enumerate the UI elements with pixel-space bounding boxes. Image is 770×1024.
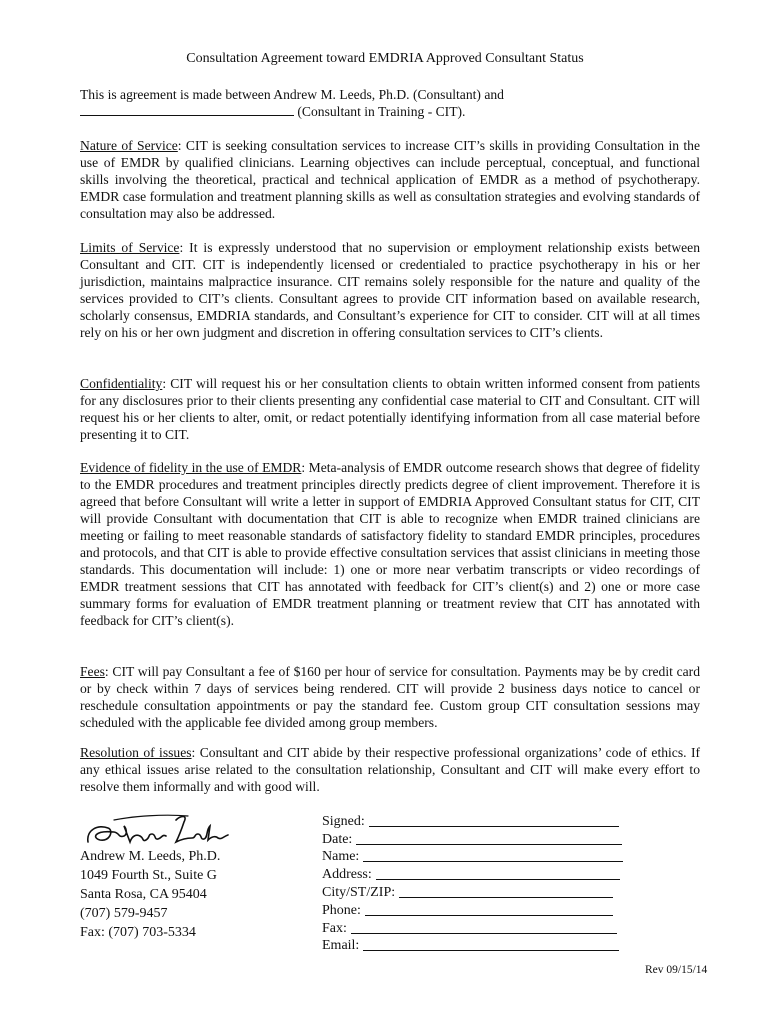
date-field[interactable] <box>356 833 622 845</box>
intro-paragraph <box>80 86 700 120</box>
consultant-contact-block <box>80 848 310 943</box>
signed-field[interactable] <box>369 815 619 827</box>
intro-line-2: (Consultant in Training - CIT). <box>297 104 466 119</box>
form-row-fax <box>322 919 642 937</box>
section-fees <box>80 663 700 731</box>
form-row-email <box>322 937 642 955</box>
section-body: : Consultant and CIT abide by their respective professional organizations’ code of ethics. If any ethical issues arise related to the consultation relationship, Consultant and CIT will make every effort to resolve them informally and with good will. <box>80 745 700 794</box>
form-label: Address: <box>322 867 372 883</box>
section-heading: Resolution of issues <box>80 745 192 760</box>
section-heading: Evidence of fidelity in the use of EMDR <box>80 460 302 475</box>
form-row-signed <box>322 812 642 830</box>
form-label: City/ST/ZIP: <box>322 884 396 900</box>
fax-field[interactable] <box>351 922 617 934</box>
consultant-fax: Fax: (707) 703-5334 <box>80 925 196 940</box>
form-label: Phone: <box>322 902 361 918</box>
form-row-city-st-zip <box>322 883 642 901</box>
section-body: : CIT will pay Consultant a fee of $160 per hour of service for consultation. Payments may be by credit card or by check within 7 days of services being rendered. CIT will provide 2 business days notice to cancel or reschedule consultation appointments or pay the standard fee. Custom group CIT consultation sessions may scheduled with the applicable fee divided among group members. <box>80 664 700 730</box>
address-field[interactable] <box>376 868 620 880</box>
section-confidentiality <box>80 375 700 443</box>
revision-date: Rev 09/15/14 <box>645 964 708 976</box>
cit-signature-form <box>322 812 642 954</box>
name-field[interactable] <box>363 850 623 862</box>
consultant-street: 1049 Fourth St., Suite G <box>80 868 217 883</box>
section-nature-of-service <box>80 137 700 222</box>
consultant-phone: (707) 579-9457 <box>80 906 168 921</box>
section-evidence-of-fidelity <box>80 459 700 629</box>
form-label: Name: <box>322 849 360 865</box>
section-heading: Confidentiality <box>80 376 163 391</box>
form-label: Signed: <box>322 813 365 829</box>
form-row-name <box>322 848 642 866</box>
cit-name-blank <box>80 103 294 116</box>
form-row-phone <box>322 901 642 919</box>
section-limits-of-service <box>80 239 700 341</box>
section-heading: Limits of Service <box>80 240 180 255</box>
consultant-city: Santa Rosa, CA 95404 <box>80 887 207 902</box>
section-heading: Nature of Service <box>80 138 178 153</box>
document-title: Consultation Agreement toward EMDRIA Approved Consultant Status <box>186 51 584 66</box>
phone-field[interactable] <box>365 904 613 916</box>
section-body: : It is expressly understood that no supervision or employment relationship exists between Consultant and CIT. CIT is independently licensed or credentialed to practice psychotherapy in his or her jurisdiction, maintains malpractice insurance. CIT remains solely responsible for the nature and quality of the services provided to CIT’s clients. Consultant agrees to provide CIT information based on available research, scholarly consensus, EMDRIA standards, and Consultant’s experience for CIT to consider. CIT will at all times rely on his or her own judgment and discretion in offering consultation services to CIT’s clients. <box>80 240 700 340</box>
form-label: Email: <box>322 938 360 954</box>
form-label: Date: <box>322 831 353 847</box>
section-body: : CIT is seeking consultation services to increase CIT’s skills in providing Consultation in the use of EMDR by qualified clinicians. Learning objectives can include perceptual, conceptual, and functional skills involving the theoretical, practical and technical application of EMDR as a method of psychotherapy. EMDR case formulation and treatment planning skills as well as consultation strategies and evolving standards of consultation may also be addressed. <box>80 138 700 221</box>
email-field[interactable] <box>363 939 619 951</box>
intro-line-1: This is agreement is made between Andrew M. Leeds, Ph.D. (Consultant) and <box>80 87 504 102</box>
consultant-signature <box>84 808 234 850</box>
section-body: : Meta-analysis of EMDR outcome research shows that degree of fidelity to the EMDR procedures and treatment principles directly predicts degree of client improvement. Therefore it is agreed that before Consultant will write a letter in support of EMDRIA Approved Consultant status for CIT, CIT will provide Consultant with documentation that CIT is able to recognize when EMDR trained clinicians are meeting or failing to meet reasonable standards of satisfactory fidelity to standard EMDR principles, procedures and protocols, and that CIT is able to provide effective consultation services that assist clinicians in meeting those standards. This documentation will include: 1) one or more near verbatim transcripts or video recordings of EMDR treatment sessions that CIT has annotated with feedback for CIT’s client(s) and 2) one or more case summary forms for evaluation of EMDR treatment planning or treatment review that CIT has annotated with feedback for CIT’s client(s). <box>80 460 700 628</box>
section-heading: Fees <box>80 664 105 679</box>
form-row-date <box>322 830 642 848</box>
city-st-zip-field[interactable] <box>399 886 613 898</box>
form-row-address <box>322 865 642 883</box>
section-resolution-of-issues <box>80 744 700 795</box>
consultant-name: Andrew M. Leeds, Ph.D. <box>80 849 221 864</box>
section-body: : CIT will request his or her consultation clients to obtain written informed consent from patients for any disclosures prior to their clients presenting any confidential case material to CIT and Consultant. CIT will request his or her clients to alter, omit, or redact potentially identifying information from all case material before presenting it to CIT. <box>80 376 700 442</box>
form-label: Fax: <box>322 920 347 936</box>
